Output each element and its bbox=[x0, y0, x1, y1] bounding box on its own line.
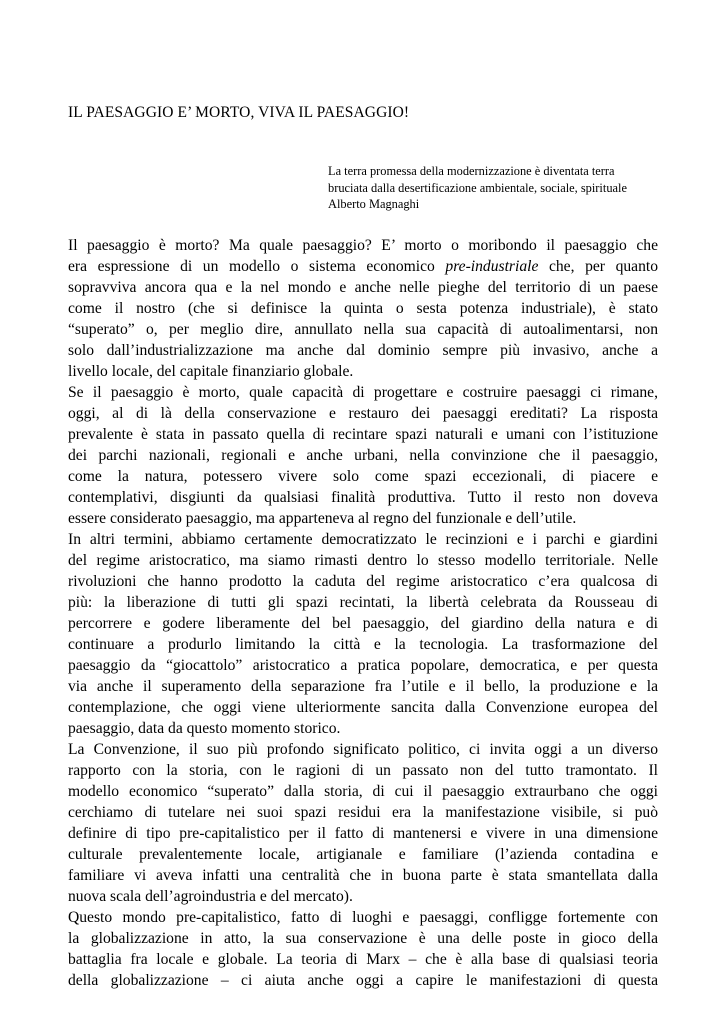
paragraph-line: contemplazione, che oggi viene ulteriormente sancita dalla Convenzione europea del bbox=[68, 699, 658, 716]
paragraph-line: continuare a produrlo limitando la città e la tecnologia. La trasformazione del bbox=[68, 636, 658, 653]
paragraph-line: la globalizzazione in atto, la sua conservazione è una delle poste in gioco della bbox=[68, 930, 658, 947]
paragraph-line: battaglia fra locale e globale. La teoria di Marx – che è alla base di qualsiasi teoria bbox=[68, 951, 658, 968]
paragraph-line: oggi, al di là della conservazione e restauro dei paesaggi ereditati? La risposta bbox=[68, 405, 658, 422]
epigraph-author: Alberto Magnaghi bbox=[328, 197, 420, 212]
document-title: IL PAESAGGIO E’ MORTO, VIVA IL PAESAGGIO! bbox=[68, 104, 410, 121]
paragraph-line bbox=[68, 256, 658, 277]
paragraph-line: familiare vi aveva infatti una centralità che in buona parte è stata smantellata dalla bbox=[68, 867, 658, 884]
paragraph-line: modello economico “superato” dalla storia, di cui il paesaggio extraurbano che oggi bbox=[68, 783, 658, 800]
paragraph-line: rivoluzioni che hanno prodotto la caduta del regime aristocratico c’era qualcosa di bbox=[68, 573, 658, 590]
text-span: era espressione di un modello o sistema economico bbox=[68, 258, 446, 275]
paragraph-line: come la natura, potessero vivere solo come spazi eccezionali, di piacere e bbox=[68, 468, 658, 485]
paragraph-line: definire di tipo pre-capitalistico per il fatto di mantenersi e vivere in una dimensione bbox=[68, 825, 658, 842]
paragraph-line: essere considerato paesaggio, ma apparteneva al regno del funzionale e dell’utile. bbox=[68, 510, 577, 527]
paragraph-line: La Convenzione, il suo più profondo significato politico, ci invita oggi a un diverso bbox=[68, 741, 658, 758]
paragraph-line: prevalente è stata in passato quella di recintare spazi naturali e umani con l’istituzione bbox=[68, 426, 658, 443]
paragraph-line: paesaggio da “giocattolo” aristocratico a pratica popolare, democratica, e per questa bbox=[68, 657, 658, 674]
paragraph-line: del regime aristocratico, ma siamo rimasti dentro lo stesso modello territoriale. Nelle bbox=[68, 552, 658, 569]
paragraph-line: sopravviva ancora qua e la nel mondo e anche nelle pieghe del territorio di un paese bbox=[68, 279, 658, 296]
epigraph-line: bruciata dalla desertificazione ambientale, sociale, spirituale bbox=[328, 180, 627, 195]
paragraph-line: solo dall’industrializzazione ma anche dal dominio sempre più invasivo, anche a bbox=[68, 342, 658, 359]
paragraph-line: contemplativi, disgiunti da qualsiasi finalità produttiva. Tutto il resto non doveva bbox=[68, 489, 658, 506]
paragraph-line: culturale prevalentemente locale, artigianale e familiare (l’azienda contadina e bbox=[68, 846, 658, 863]
paragraph-line: dei parchi nazionali, regionali e anche urbani, nella convinzione che il paesaggio, bbox=[68, 447, 658, 464]
paragraph-line: paesaggio, data da questo momento storico. bbox=[68, 720, 341, 737]
paragraph-line: rapporto con la storia, con le ragioni di un passato non del tutto tramontato. Il bbox=[68, 762, 658, 779]
epigraph-line: La terra promessa della modernizzazione è diventata terra bbox=[328, 164, 615, 178]
italic-term: pre-industriale bbox=[445, 258, 539, 275]
paragraph-line: “superato” o, per meglio dire, annullato nella sua capacità di autoalimentarsi, non bbox=[68, 321, 658, 338]
text-span: che, per quanto bbox=[538, 258, 658, 275]
body-text bbox=[68, 235, 658, 991]
paragraph-line: più: la liberazione di tutti gli spazi recintati, la libertà celebrata da Rousseau di bbox=[68, 594, 658, 611]
paragraph-line: cerchiamo di tutelare nei suoi spazi residui era la manifestazione visibile, si può bbox=[68, 804, 658, 821]
paragraph-line: della globalizzazione – ci aiuta anche oggi a capire le manifestazioni di questa bbox=[68, 972, 658, 989]
paragraph-line: Questo mondo pre-capitalistico, fatto di luoghi e paesaggi, confligge fortemente con bbox=[68, 909, 658, 926]
paragraph-line: nuova scala dell’agroindustria e del mercato). bbox=[68, 888, 353, 905]
paragraph-line: In altri termini, abbiamo certamente democratizzato le recinzioni e i parchi e giardini bbox=[68, 531, 658, 548]
paragraph-line: percorrere e godere liberamente del bel paesaggio, del giardino della natura e di bbox=[68, 615, 658, 632]
paragraph-line: livello locale, del capitale finanziario globale. bbox=[68, 363, 354, 380]
paragraph-line: Il paesaggio è morto? Ma quale paesaggio? E’ morto o moribondo il paesaggio che bbox=[68, 237, 658, 254]
epigraph bbox=[328, 163, 658, 213]
paragraph-line: come il nostro (che si definisce la quinta o sesta potenza industriale), è stato bbox=[68, 300, 658, 317]
paragraph-line: via anche il superamento della separazione fra l’utile e il bello, la produzione e la bbox=[68, 678, 658, 695]
paragraph-line: Se il paesaggio è morto, quale capacità di progettare e costruire paesaggi ci rimane, bbox=[68, 384, 658, 401]
